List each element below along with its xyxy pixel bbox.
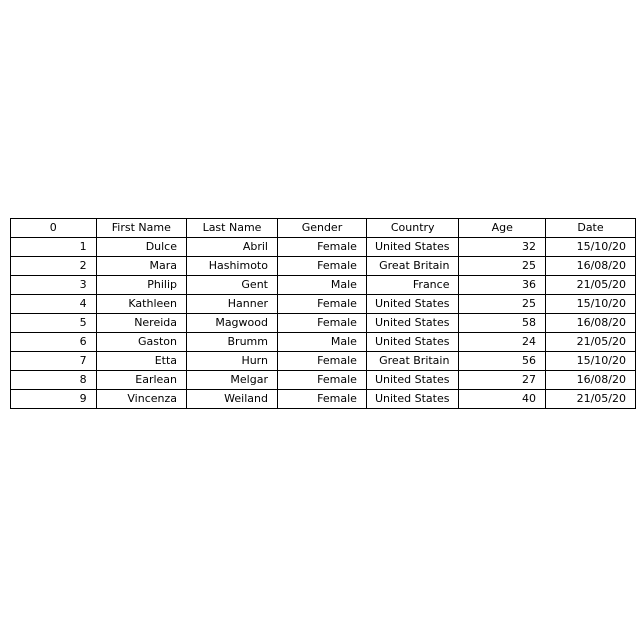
table-cell: 4 bbox=[11, 295, 97, 314]
table-cell: Vincenza bbox=[96, 390, 186, 409]
table-cell: 6 bbox=[11, 333, 97, 352]
table-cell: Weiland bbox=[187, 390, 278, 409]
table-cell: France bbox=[366, 276, 459, 295]
table-cell: 5 bbox=[11, 314, 97, 333]
table-cell: Dulce bbox=[96, 238, 186, 257]
table-cell: Female bbox=[277, 238, 366, 257]
table-cell: 16/08/20 bbox=[546, 314, 636, 333]
data-table bbox=[10, 218, 636, 409]
table-row bbox=[11, 352, 636, 371]
table-cell: Earlean bbox=[96, 371, 186, 390]
table-cell: 25 bbox=[459, 257, 546, 276]
table-cell: Hurn bbox=[187, 352, 278, 371]
table-cell: 40 bbox=[459, 390, 546, 409]
table-row bbox=[11, 314, 636, 333]
column-header: Gender bbox=[277, 219, 366, 238]
table-container bbox=[10, 218, 636, 409]
table-cell: 56 bbox=[459, 352, 546, 371]
table-cell: 15/10/20 bbox=[546, 295, 636, 314]
table-cell: Male bbox=[277, 276, 366, 295]
table-cell: Male bbox=[277, 333, 366, 352]
table-cell: Gaston bbox=[96, 333, 186, 352]
table-cell: Female bbox=[277, 295, 366, 314]
column-header: First Name bbox=[96, 219, 186, 238]
table-cell: Great Britain bbox=[366, 257, 459, 276]
table-cell: 15/10/20 bbox=[546, 238, 636, 257]
table-cell: 3 bbox=[11, 276, 97, 295]
table-cell: Mara bbox=[96, 257, 186, 276]
table-cell: Female bbox=[277, 371, 366, 390]
table-cell: Female bbox=[277, 314, 366, 333]
table-row bbox=[11, 276, 636, 295]
table-cell: 27 bbox=[459, 371, 546, 390]
table-cell: 36 bbox=[459, 276, 546, 295]
table-cell: Female bbox=[277, 352, 366, 371]
table-row bbox=[11, 390, 636, 409]
table-body bbox=[11, 238, 636, 409]
table-cell: Etta bbox=[96, 352, 186, 371]
table-cell: 16/08/20 bbox=[546, 371, 636, 390]
table-cell: 16/08/20 bbox=[546, 257, 636, 276]
table-cell: United States bbox=[366, 314, 459, 333]
table-cell: Magwood bbox=[187, 314, 278, 333]
column-header: Country bbox=[366, 219, 459, 238]
table-cell: Abril bbox=[187, 238, 278, 257]
table-cell: Kathleen bbox=[96, 295, 186, 314]
table-cell: 58 bbox=[459, 314, 546, 333]
table-cell: Brumm bbox=[187, 333, 278, 352]
table-header-row bbox=[11, 219, 636, 238]
table-cell: 8 bbox=[11, 371, 97, 390]
table-cell: 1 bbox=[11, 238, 97, 257]
table-cell: Nereida bbox=[96, 314, 186, 333]
column-header: 0 bbox=[11, 219, 97, 238]
table-cell: 7 bbox=[11, 352, 97, 371]
table-row bbox=[11, 295, 636, 314]
table-cell: 25 bbox=[459, 295, 546, 314]
table-cell: 24 bbox=[459, 333, 546, 352]
table-cell: Great Britain bbox=[366, 352, 459, 371]
table-cell: 15/10/20 bbox=[546, 352, 636, 371]
table-cell: Hanner bbox=[187, 295, 278, 314]
table-row bbox=[11, 371, 636, 390]
table-row bbox=[11, 333, 636, 352]
table-cell: United States bbox=[366, 390, 459, 409]
table-cell: United States bbox=[366, 238, 459, 257]
table-cell: 9 bbox=[11, 390, 97, 409]
table-cell: United States bbox=[366, 295, 459, 314]
table-cell: Female bbox=[277, 390, 366, 409]
table-cell: United States bbox=[366, 333, 459, 352]
table-cell: Female bbox=[277, 257, 366, 276]
table-cell: Philip bbox=[96, 276, 186, 295]
column-header: Last Name bbox=[187, 219, 278, 238]
table-cell: United States bbox=[366, 371, 459, 390]
table-cell: 21/05/20 bbox=[546, 333, 636, 352]
table-cell: Gent bbox=[187, 276, 278, 295]
table-cell: Melgar bbox=[187, 371, 278, 390]
column-header: Age bbox=[459, 219, 546, 238]
table-cell: 2 bbox=[11, 257, 97, 276]
table-cell: 21/05/20 bbox=[546, 276, 636, 295]
table-row bbox=[11, 257, 636, 276]
table-cell: Hashimoto bbox=[187, 257, 278, 276]
table-row bbox=[11, 238, 636, 257]
table-cell: 21/05/20 bbox=[546, 390, 636, 409]
table-cell: 32 bbox=[459, 238, 546, 257]
column-header: Date bbox=[546, 219, 636, 238]
